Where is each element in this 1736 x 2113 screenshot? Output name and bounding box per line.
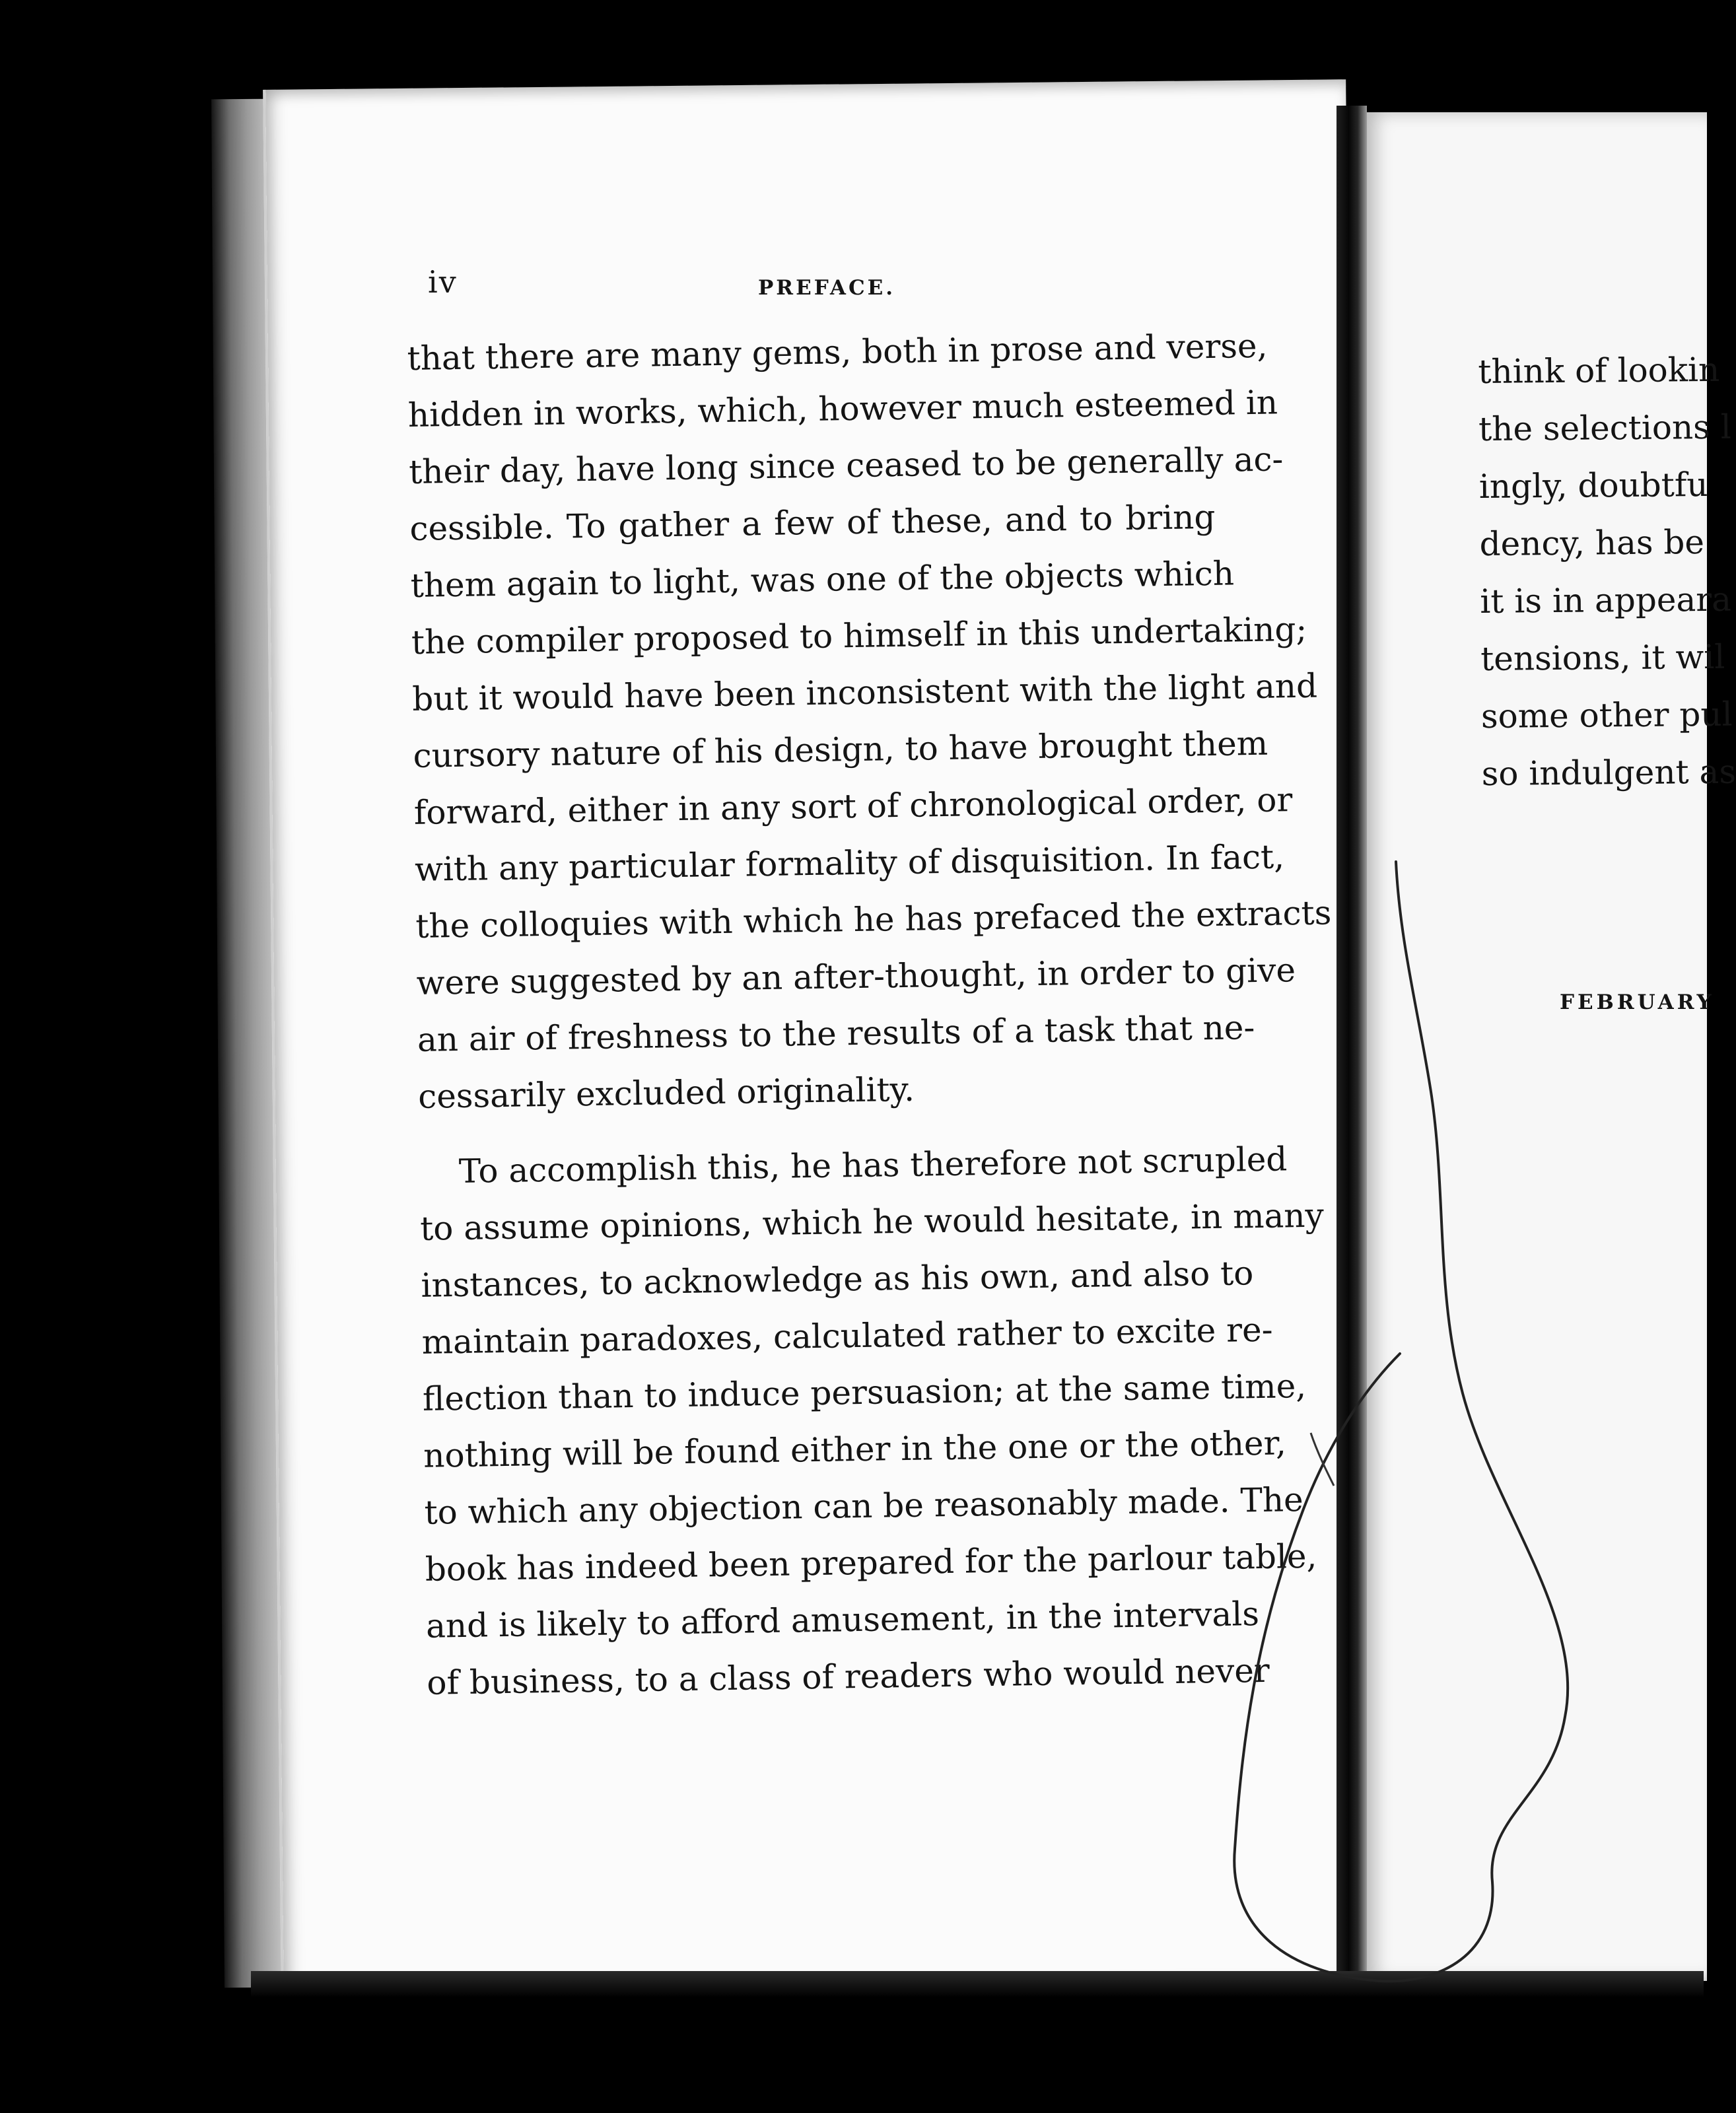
signature-date: FEBRUARY	[1560, 990, 1715, 1014]
text-line: to which any objection can be reasonably made. The	[424, 1480, 1304, 1532]
paragraph-1	[407, 318, 1332, 1125]
text-line: instances, to acknowledge as his own, and also to	[421, 1254, 1254, 1305]
text-line: an air of freshness to the results of a task that ne-	[417, 1008, 1255, 1059]
text-line: hidden in works, which, however much esteemed in	[407, 383, 1278, 434]
text-line: the selections l	[1478, 407, 1731, 448]
text-line: to assume opinions, which he would hesitate, in many	[419, 1196, 1325, 1248]
text-line: and is likely to afford amusement, in the intervals	[425, 1595, 1260, 1645]
facing-page-text	[1478, 341, 1736, 803]
book-gutter	[1337, 106, 1367, 1988]
text-line: so indulgent as	[1481, 752, 1736, 793]
text-line: were suggested by an after-thought, in order to give	[416, 951, 1296, 1002]
text-line: some other pul	[1480, 695, 1733, 736]
text-line: nothing will be found either in the one or the other,	[423, 1424, 1287, 1475]
text-line: but it would have been inconsistent with the light and	[411, 666, 1318, 718]
text-line: of business, to a class of readers who would never	[426, 1651, 1270, 1702]
text-line: think of lookin	[1478, 350, 1720, 391]
text-line: ingly, doubtfu	[1478, 465, 1708, 506]
text-line: flection than to induce persuasion; at the same time,	[422, 1366, 1307, 1418]
text-line: the compiler proposed to himself in this undertaking;	[411, 609, 1307, 662]
text-line: To accomplish this, he has therefore not scrupled	[458, 1140, 1288, 1191]
running-title: PREFACE.	[758, 276, 896, 300]
text-line: it is in appeara	[1480, 580, 1732, 621]
text-line: forward, either in any sort of chronological order, or	[413, 780, 1293, 832]
text-line: cessible. To gather a few of these, and to bring	[409, 497, 1216, 548]
paragraph-2	[419, 1132, 1325, 1712]
preface-body	[407, 318, 1332, 1712]
text-line: tensions, it wil	[1480, 637, 1725, 678]
text-line: cursory nature of his design, to have brought them	[413, 724, 1268, 775]
text-line: with any particular formality of disquisition. In fact,	[414, 837, 1285, 889]
text-line: their day, have long since ceased to be generally ac-	[408, 440, 1284, 491]
text-line: book has indeed been prepared for the parlour table,	[425, 1537, 1317, 1589]
text-line: them again to light, was one of the objects which	[410, 554, 1235, 605]
page-number: iv	[428, 264, 458, 300]
text-line: dency, has be	[1479, 523, 1705, 563]
text-line: the colloquies with which he has prefaced the extracts	[415, 893, 1332, 946]
text-line: that there are many gems, both in prose and verse,	[407, 326, 1268, 378]
text-line: maintain paradoxes, calculated rather to excite re-	[421, 1310, 1273, 1362]
text-line: cessarily excluded originality.	[417, 1070, 915, 1116]
bottom-shadow	[251, 1971, 1704, 1997]
